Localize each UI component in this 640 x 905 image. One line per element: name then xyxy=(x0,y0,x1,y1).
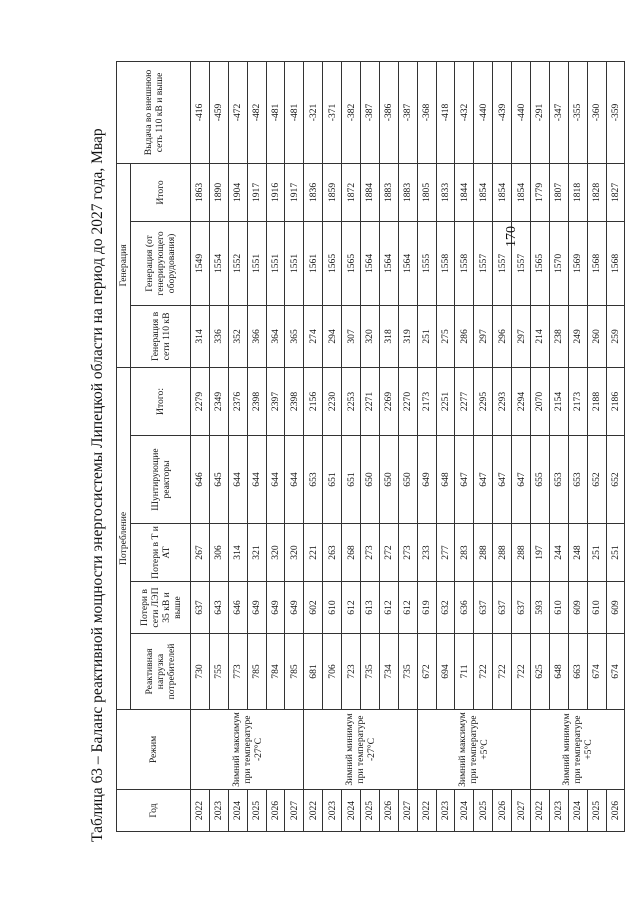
cell-output: -418 xyxy=(436,61,455,163)
cell-consumption-total: 2376 xyxy=(228,367,247,435)
header-losses-t: Потери в Т и АТ xyxy=(131,524,191,582)
cell-losses-lines: 637 xyxy=(493,582,512,634)
cell-load: 681 xyxy=(304,634,323,710)
cell-output: -472 xyxy=(228,61,247,163)
cell-losses-t: 273 xyxy=(361,524,380,582)
cell-consumption-total: 2186 xyxy=(606,367,625,435)
cell-losses-t: 283 xyxy=(455,524,474,582)
cell-losses-t: 244 xyxy=(549,524,568,582)
cell-load: 663 xyxy=(568,634,587,710)
cell-gen-110: 314 xyxy=(191,305,210,367)
cell-year: 2022 xyxy=(304,790,323,832)
cell-year: 2025 xyxy=(587,790,606,832)
cell-gen-total: 1863 xyxy=(191,163,210,221)
cell-output: -360 xyxy=(587,61,606,163)
cell-consumption-total: 2188 xyxy=(587,367,606,435)
cell-load: 755 xyxy=(209,634,228,710)
cell-year: 2023 xyxy=(549,790,568,832)
cell-gen-total: 1872 xyxy=(342,163,361,221)
table-row xyxy=(531,61,550,831)
cell-year: 2027 xyxy=(512,790,531,832)
cell-gen-110: 318 xyxy=(379,305,398,367)
cell-year: 2022 xyxy=(417,790,436,832)
cell-losses-t: 251 xyxy=(587,524,606,582)
cell-gen-total: 1827 xyxy=(606,163,625,221)
cell-losses-t: 273 xyxy=(398,524,417,582)
cell-load: 785 xyxy=(285,634,304,710)
cell-reactors: 644 xyxy=(228,436,247,524)
header-gen-110: Генерация в сети 110 кВ xyxy=(131,305,191,367)
cell-gen-110: 249 xyxy=(568,305,587,367)
cell-reactors: 644 xyxy=(266,436,285,524)
cell-gen-110: 365 xyxy=(285,305,304,367)
cell-gen-equipment: 1552 xyxy=(228,221,247,305)
cell-losses-lines: 612 xyxy=(398,582,417,634)
cell-gen-total: 1836 xyxy=(304,163,323,221)
page-number: 170 xyxy=(504,226,519,247)
header-output: Выдача во внешнюю сеть 110 кВ и выше xyxy=(117,61,191,163)
header-consumption-total: Итого: xyxy=(131,367,191,435)
cell-gen-total: 1883 xyxy=(379,163,398,221)
cell-losses-lines: 643 xyxy=(209,582,228,634)
cell-losses-lines: 619 xyxy=(417,582,436,634)
cell-losses-t: 321 xyxy=(247,524,266,582)
cell-gen-110: 366 xyxy=(247,305,266,367)
cell-consumption-total: 2398 xyxy=(285,367,304,435)
cell-gen-110: 238 xyxy=(549,305,568,367)
cell-losses-t: 197 xyxy=(531,524,550,582)
cell-losses-lines: 610 xyxy=(587,582,606,634)
cell-reactors: 650 xyxy=(361,436,380,524)
cell-gen-total: 1917 xyxy=(285,163,304,221)
cell-output: -481 xyxy=(266,61,285,163)
cell-gen-equipment: 1568 xyxy=(606,221,625,305)
cell-losses-lines: 612 xyxy=(379,582,398,634)
cell-gen-equipment: 1564 xyxy=(398,221,417,305)
cell-consumption-total: 2230 xyxy=(323,367,342,435)
cell-losses-t: 221 xyxy=(304,524,323,582)
cell-load: 674 xyxy=(606,634,625,710)
cell-gen-equipment: 1565 xyxy=(531,221,550,305)
cell-gen-110: 319 xyxy=(398,305,417,367)
cell-gen-equipment: 1551 xyxy=(266,221,285,305)
cell-losses-lines: 593 xyxy=(531,582,550,634)
cell-gen-total: 1844 xyxy=(455,163,474,221)
header-generation: Генерация xyxy=(117,163,131,367)
cell-output: -359 xyxy=(606,61,625,163)
cell-output: -440 xyxy=(512,61,531,163)
cell-load: 722 xyxy=(493,634,512,710)
table-row xyxy=(304,61,323,831)
cell-gen-110: 336 xyxy=(209,305,228,367)
cell-losses-t: 288 xyxy=(493,524,512,582)
cell-losses-lines: 636 xyxy=(455,582,474,634)
cell-gen-equipment: 1565 xyxy=(342,221,361,305)
cell-gen-total: 1854 xyxy=(512,163,531,221)
cell-losses-lines: 637 xyxy=(474,582,493,634)
header-reactors: Шунтирующие реакторы xyxy=(131,436,191,524)
cell-gen-equipment: 1557 xyxy=(474,221,493,305)
cell-gen-110: 352 xyxy=(228,305,247,367)
cell-losses-t: 314 xyxy=(228,524,247,582)
cell-losses-lines: 602 xyxy=(304,582,323,634)
cell-gen-equipment: 1551 xyxy=(285,221,304,305)
cell-losses-t: 251 xyxy=(606,524,625,582)
cell-gen-equipment: 1565 xyxy=(323,221,342,305)
cell-mode: Зимний максимум при температуре +5°С xyxy=(417,710,530,790)
cell-year: 2024 xyxy=(342,790,361,832)
cell-load: 722 xyxy=(512,634,531,710)
cell-mode: Зимний минимум при температуре +5°С xyxy=(531,710,625,790)
cell-year: 2026 xyxy=(266,790,285,832)
header-losses-lines: Потери в сети ЛЭП 35 кВ и выше xyxy=(131,582,191,634)
cell-output: -291 xyxy=(531,61,550,163)
cell-load: 735 xyxy=(398,634,417,710)
cell-gen-total: 1779 xyxy=(531,163,550,221)
cell-gen-total: 1818 xyxy=(568,163,587,221)
cell-load: 773 xyxy=(228,634,247,710)
cell-year: 2023 xyxy=(436,790,455,832)
cell-output: -439 xyxy=(493,61,512,163)
cell-losses-lines: 646 xyxy=(228,582,247,634)
cell-consumption-total: 2293 xyxy=(493,367,512,435)
cell-consumption-total: 2397 xyxy=(266,367,285,435)
cell-mode: Зимний минимум при температуре -27°С xyxy=(304,710,417,790)
cell-year: 2027 xyxy=(398,790,417,832)
cell-gen-equipment: 1569 xyxy=(568,221,587,305)
cell-gen-equipment: 1564 xyxy=(379,221,398,305)
cell-reactors: 650 xyxy=(379,436,398,524)
cell-reactors: 647 xyxy=(493,436,512,524)
header-reactive-load: Реактивная нагрузка потребителей xyxy=(131,634,191,710)
cell-consumption-total: 2349 xyxy=(209,367,228,435)
cell-gen-110: 297 xyxy=(512,305,531,367)
cell-gen-equipment: 1554 xyxy=(209,221,228,305)
cell-year: 2024 xyxy=(455,790,474,832)
cell-load: 674 xyxy=(587,634,606,710)
header-gen-total: Итого xyxy=(131,163,191,221)
table-row xyxy=(417,61,436,831)
cell-losses-t: 268 xyxy=(342,524,361,582)
cell-gen-total: 1916 xyxy=(266,163,285,221)
cell-consumption-total: 2271 xyxy=(361,367,380,435)
cell-losses-t: 267 xyxy=(191,524,210,582)
cell-gen-total: 1854 xyxy=(474,163,493,221)
cell-reactors: 651 xyxy=(323,436,342,524)
cell-output: -386 xyxy=(379,61,398,163)
cell-consumption-total: 2270 xyxy=(398,367,417,435)
cell-losses-lines: 613 xyxy=(361,582,380,634)
cell-consumption-total: 2277 xyxy=(455,367,474,435)
cell-losses-lines: 609 xyxy=(568,582,587,634)
cell-gen-110: 214 xyxy=(531,305,550,367)
cell-gen-total: 1805 xyxy=(417,163,436,221)
cell-consumption-total: 2156 xyxy=(304,367,323,435)
cell-losses-t: 248 xyxy=(568,524,587,582)
table-caption: Таблица 63 – Баланс реактивной мощности энергосистемы Липецкой области на период до 2027 года, Мвар xyxy=(89,128,106,842)
cell-losses-lines: 649 xyxy=(247,582,266,634)
cell-reactors: 655 xyxy=(531,436,550,524)
cell-losses-lines: 637 xyxy=(512,582,531,634)
cell-losses-t: 272 xyxy=(379,524,398,582)
cell-losses-lines: 637 xyxy=(191,582,210,634)
cell-output: -481 xyxy=(285,61,304,163)
cell-year: 2023 xyxy=(323,790,342,832)
cell-losses-lines: 610 xyxy=(323,582,342,634)
cell-reactors: 653 xyxy=(549,436,568,524)
cell-losses-t: 277 xyxy=(436,524,455,582)
cell-year: 2026 xyxy=(379,790,398,832)
cell-gen-equipment: 1551 xyxy=(247,221,266,305)
cell-gen-equipment: 1564 xyxy=(361,221,380,305)
cell-gen-110: 274 xyxy=(304,305,323,367)
cell-load: 672 xyxy=(417,634,436,710)
cell-gen-110: 275 xyxy=(436,305,455,367)
cell-load: 625 xyxy=(531,634,550,710)
cell-gen-110: 259 xyxy=(606,305,625,367)
cell-year: 2026 xyxy=(493,790,512,832)
cell-gen-equipment: 1558 xyxy=(455,221,474,305)
cell-gen-equipment: 1557 xyxy=(493,221,512,305)
cell-gen-equipment: 1558 xyxy=(436,221,455,305)
cell-reactors: 644 xyxy=(285,436,304,524)
cell-consumption-total: 2070 xyxy=(531,367,550,435)
cell-load: 694 xyxy=(436,634,455,710)
cell-losses-t: 320 xyxy=(266,524,285,582)
cell-reactors: 647 xyxy=(474,436,493,524)
cell-reactors: 652 xyxy=(587,436,606,524)
cell-output: -371 xyxy=(323,61,342,163)
cell-consumption-total: 2173 xyxy=(568,367,587,435)
cell-reactors: 652 xyxy=(606,436,625,524)
cell-output: -432 xyxy=(455,61,474,163)
cell-gen-total: 1917 xyxy=(247,163,266,221)
cell-consumption-total: 2398 xyxy=(247,367,266,435)
cell-year: 2022 xyxy=(531,790,550,832)
cell-output: -382 xyxy=(342,61,361,163)
cell-consumption-total: 2295 xyxy=(474,367,493,435)
cell-losses-lines: 649 xyxy=(285,582,304,634)
cell-gen-110: 320 xyxy=(361,305,380,367)
cell-year: 2025 xyxy=(474,790,493,832)
cell-year: 2025 xyxy=(361,790,380,832)
cell-reactors: 648 xyxy=(436,436,455,524)
cell-gen-110: 286 xyxy=(455,305,474,367)
cell-output: -321 xyxy=(304,61,323,163)
cell-gen-total: 1904 xyxy=(228,163,247,221)
cell-reactors: 653 xyxy=(304,436,323,524)
cell-gen-equipment: 1570 xyxy=(549,221,568,305)
cell-load: 722 xyxy=(474,634,493,710)
cell-gen-110: 251 xyxy=(417,305,436,367)
cell-output: -387 xyxy=(361,61,380,163)
cell-gen-equipment: 1555 xyxy=(417,221,436,305)
cell-load: 784 xyxy=(266,634,285,710)
cell-load: 711 xyxy=(455,634,474,710)
cell-load: 706 xyxy=(323,634,342,710)
cell-output: -482 xyxy=(247,61,266,163)
header-gen-equipment: Генерация (от генерирующего оборудования) xyxy=(131,221,191,305)
cell-output: -440 xyxy=(474,61,493,163)
header-consumption: Потребление xyxy=(117,367,131,709)
cell-output: -347 xyxy=(549,61,568,163)
cell-gen-110: 307 xyxy=(342,305,361,367)
cell-reactors: 645 xyxy=(209,436,228,524)
cell-consumption-total: 2253 xyxy=(342,367,361,435)
cell-output: -416 xyxy=(191,61,210,163)
cell-gen-110: 260 xyxy=(587,305,606,367)
cell-losses-t: 263 xyxy=(323,524,342,582)
cell-gen-110: 294 xyxy=(323,305,342,367)
cell-year: 2026 xyxy=(606,790,625,832)
cell-losses-lines: 610 xyxy=(549,582,568,634)
cell-gen-total: 1854 xyxy=(493,163,512,221)
cell-gen-total: 1807 xyxy=(549,163,568,221)
cell-losses-t: 288 xyxy=(512,524,531,582)
cell-gen-total: 1884 xyxy=(361,163,380,221)
cell-gen-total: 1883 xyxy=(398,163,417,221)
cell-year: 2027 xyxy=(285,790,304,832)
cell-gen-110: 364 xyxy=(266,305,285,367)
cell-load: 730 xyxy=(191,634,210,710)
cell-reactors: 653 xyxy=(568,436,587,524)
cell-losses-t: 320 xyxy=(285,524,304,582)
cell-gen-equipment: 1568 xyxy=(587,221,606,305)
cell-year: 2022 xyxy=(191,790,210,832)
cell-gen-equipment: 1561 xyxy=(304,221,323,305)
cell-mode: Зимний максимум при температуре -27°С xyxy=(191,710,304,790)
cell-reactors: 649 xyxy=(417,436,436,524)
cell-reactors: 644 xyxy=(247,436,266,524)
cell-losses-lines: 649 xyxy=(266,582,285,634)
header-year: Год xyxy=(117,790,191,832)
cell-load: 785 xyxy=(247,634,266,710)
header-mode: Режим xyxy=(117,710,191,790)
cell-gen-total: 1859 xyxy=(323,163,342,221)
table-row xyxy=(191,61,210,831)
cell-consumption-total: 2294 xyxy=(512,367,531,435)
cell-gen-total: 1890 xyxy=(209,163,228,221)
cell-losses-t: 306 xyxy=(209,524,228,582)
cell-reactors: 647 xyxy=(512,436,531,524)
cell-losses-lines: 612 xyxy=(342,582,361,634)
cell-output: -355 xyxy=(568,61,587,163)
cell-gen-110: 296 xyxy=(493,305,512,367)
cell-load: 723 xyxy=(342,634,361,710)
cell-gen-equipment: 1549 xyxy=(191,221,210,305)
cell-year: 2024 xyxy=(568,790,587,832)
cell-reactors: 647 xyxy=(455,436,474,524)
cell-reactors: 651 xyxy=(342,436,361,524)
cell-consumption-total: 2173 xyxy=(417,367,436,435)
cell-losses-lines: 632 xyxy=(436,582,455,634)
cell-gen-110: 297 xyxy=(474,305,493,367)
cell-reactors: 650 xyxy=(398,436,417,524)
cell-reactors: 646 xyxy=(191,436,210,524)
cell-losses-lines: 609 xyxy=(606,582,625,634)
cell-output: -459 xyxy=(209,61,228,163)
cell-gen-equipment: 1557 xyxy=(512,221,531,305)
cell-year: 2025 xyxy=(247,790,266,832)
cell-gen-total: 1833 xyxy=(436,163,455,221)
reactive-power-balance-table xyxy=(116,61,625,832)
cell-gen-total: 1828 xyxy=(587,163,606,221)
cell-consumption-total: 2279 xyxy=(191,367,210,435)
cell-load: 648 xyxy=(549,634,568,710)
cell-load: 734 xyxy=(379,634,398,710)
cell-output: -387 xyxy=(398,61,417,163)
cell-consumption-total: 2251 xyxy=(436,367,455,435)
cell-load: 735 xyxy=(361,634,380,710)
cell-consumption-total: 2154 xyxy=(549,367,568,435)
cell-year: 2024 xyxy=(228,790,247,832)
cell-output: -368 xyxy=(417,61,436,163)
cell-losses-t: 233 xyxy=(417,524,436,582)
cell-losses-t: 288 xyxy=(474,524,493,582)
cell-consumption-total: 2269 xyxy=(379,367,398,435)
cell-year: 2023 xyxy=(209,790,228,832)
rotated-page xyxy=(84,62,622,842)
